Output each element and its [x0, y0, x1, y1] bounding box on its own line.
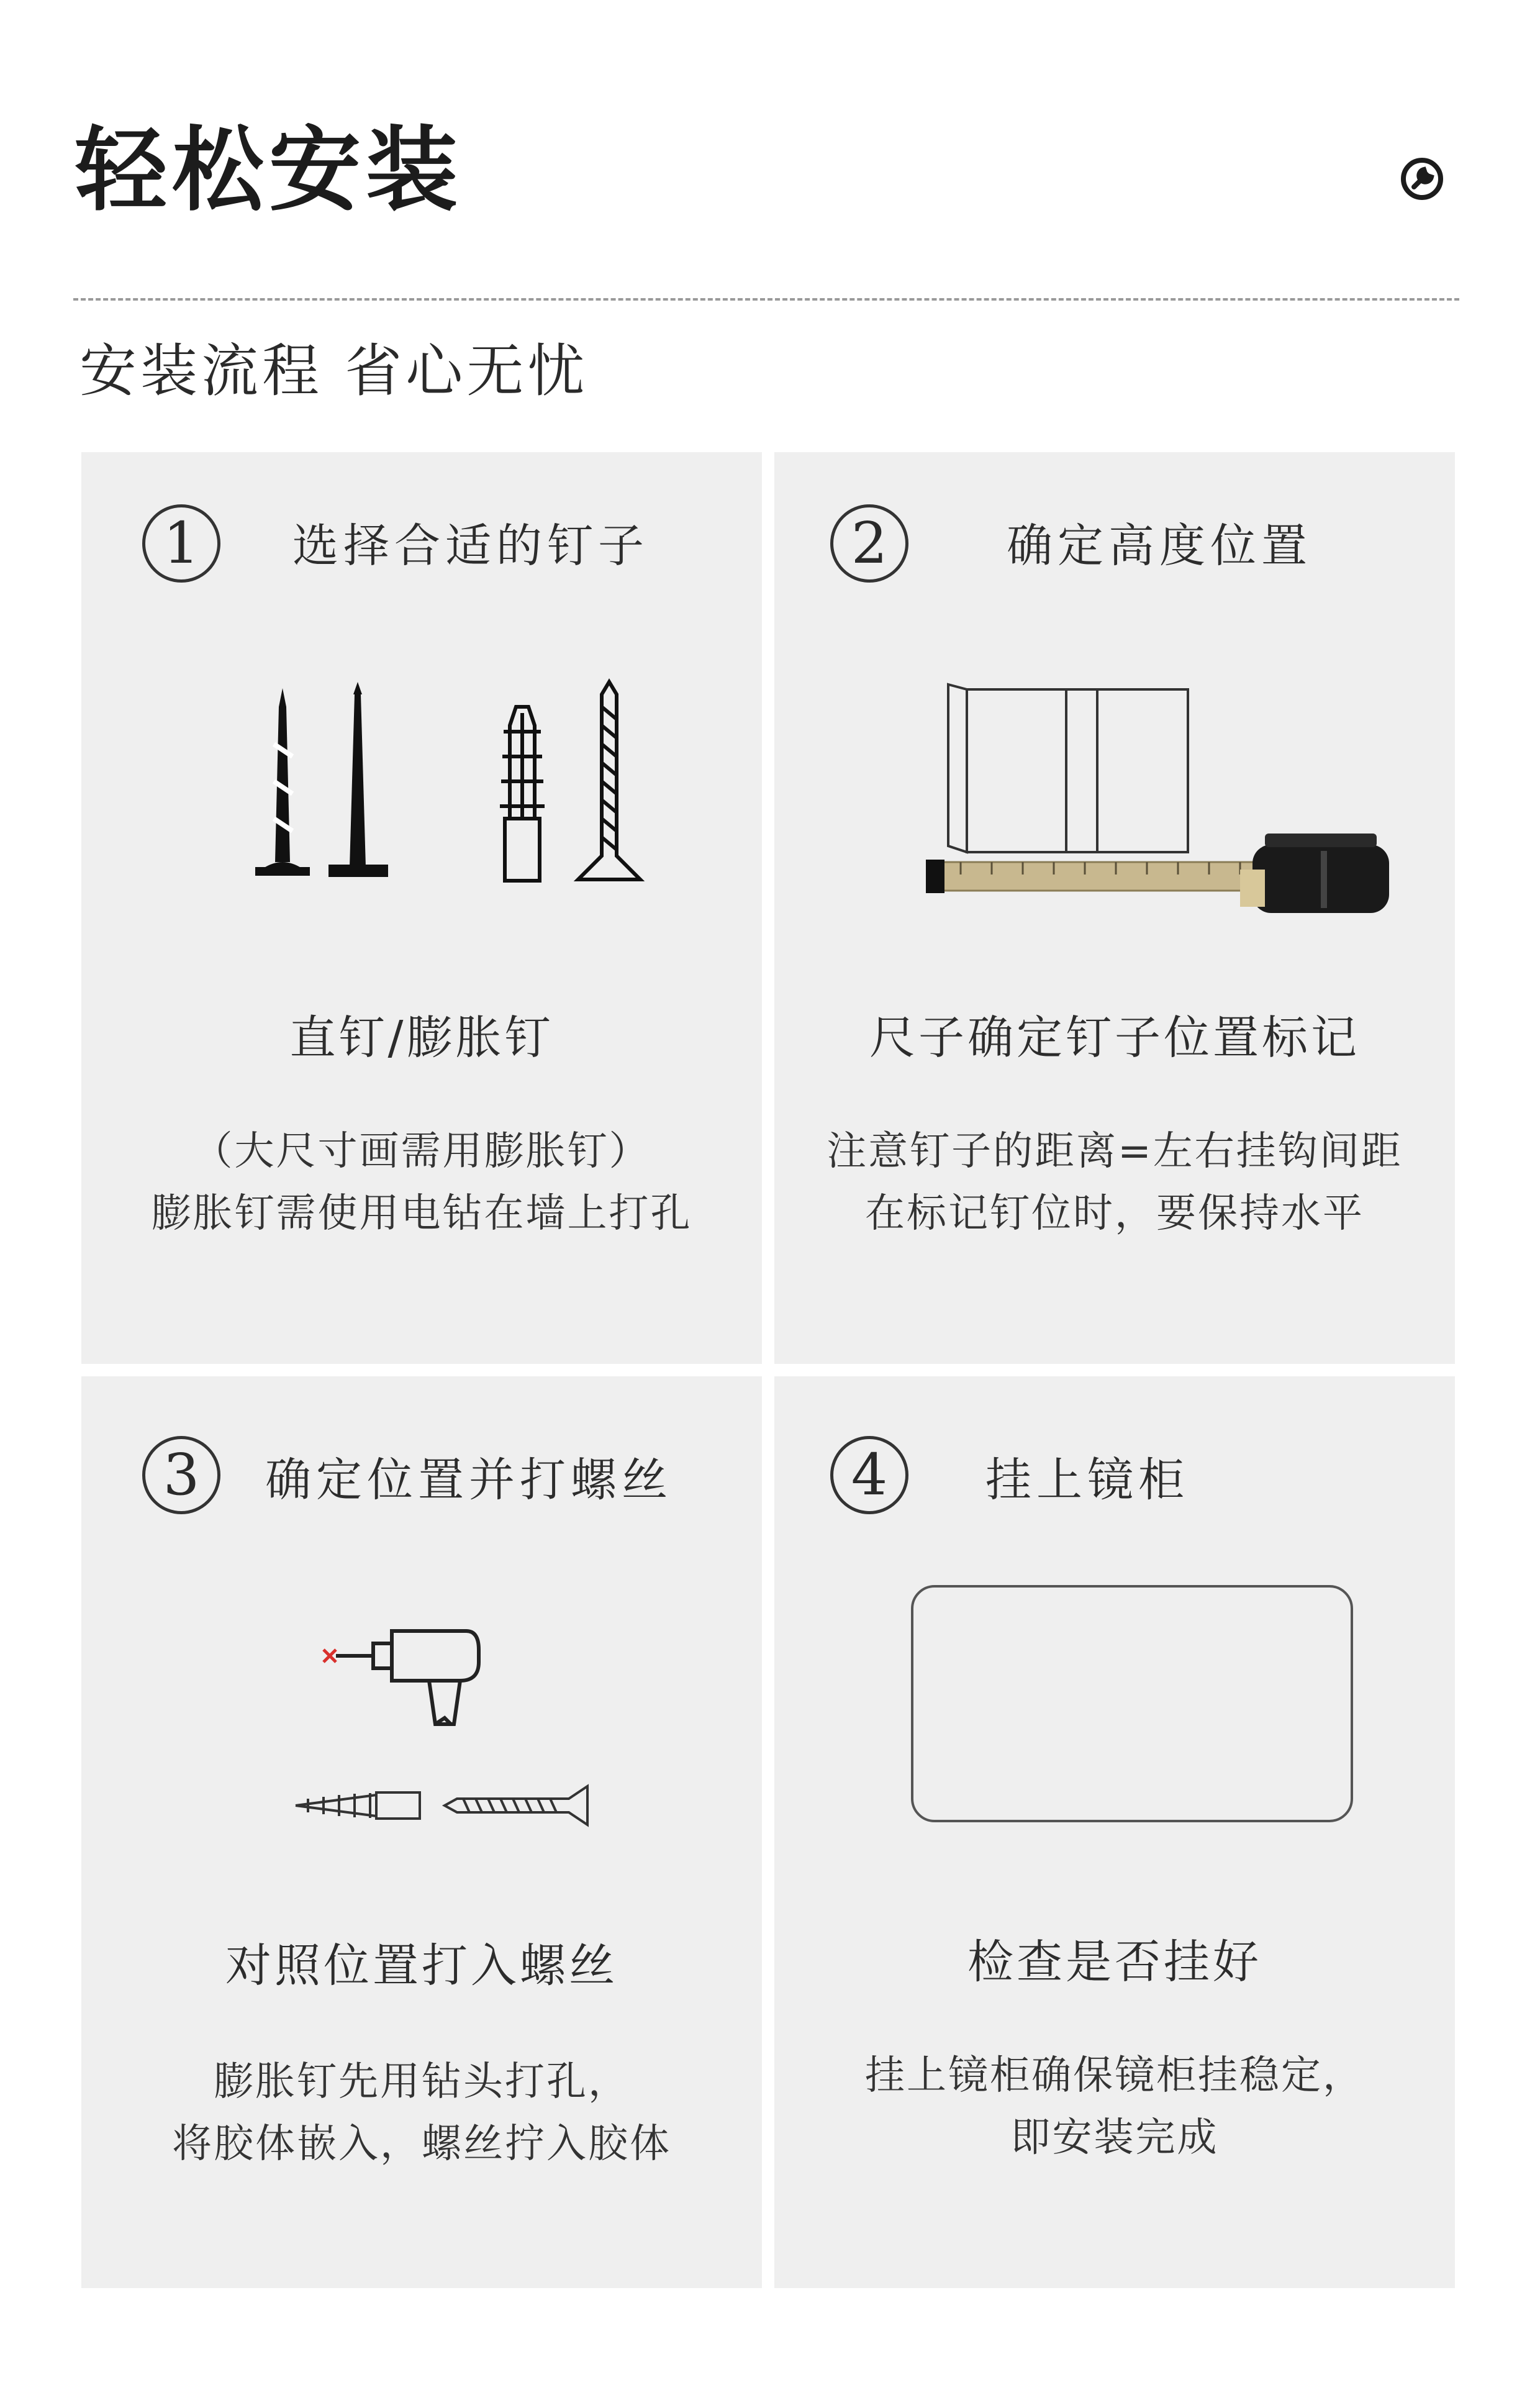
twist-nail-icon [255, 688, 310, 876]
header-divider [73, 298, 1459, 301]
section-subtitle: 安装流程 省心无忧 [79, 338, 589, 404]
step-caption: 对照位置打入螺丝 [225, 1939, 618, 1992]
step-number: 3 [142, 1436, 220, 1514]
anchor-screw-illustration [296, 1780, 594, 1830]
straight-nail-icon [328, 682, 388, 877]
step-number: 2 [830, 504, 908, 583]
drill-icon [336, 1631, 479, 1724]
step-caption: 尺子确定钉子位置标记 [869, 1011, 1360, 1065]
step-card-1 [81, 452, 762, 1364]
step-title: 挂上镜柜 [985, 1453, 1189, 1507]
step-number: 4 [830, 1436, 908, 1514]
step-caption: 直钉/膨胀钉 [289, 1011, 554, 1065]
step-caption: 检查是否挂好 [967, 1935, 1262, 1989]
step-desc-line-2: 即安装完成 [1010, 2115, 1219, 2161]
step-desc-line-1: 膨胀钉先用钻头打孔， [214, 2059, 630, 2105]
step-desc-line-1: 注意钉子的距离=左右挂钩间距 [827, 1129, 1403, 1174]
step-desc-line-1: 挂上镜柜确保镜柜挂稳定， [865, 2053, 1364, 2099]
step-number: 1 [142, 504, 220, 583]
x-mark-icon [324, 1650, 336, 1662]
mirror-cabinet-icon [912, 1586, 1352, 1821]
nails-illustration [255, 707, 653, 912]
screw-icon [445, 1786, 587, 1825]
step-title: 选择合适的钉子 [292, 519, 649, 573]
wrench-icon [1400, 157, 1444, 201]
expansion-anchor-icon [296, 1792, 420, 1819]
step-desc-line-2: 将胶体嵌入，螺丝拧入胶体 [172, 2121, 671, 2167]
step-desc-line-2: 膨胀钉需使用电钻在墙上打孔 [151, 1191, 692, 1237]
step-title: 确定位置并打螺丝 [265, 1453, 673, 1507]
cabinet-outline-icon [948, 684, 1188, 852]
step-card-4 [774, 1376, 1455, 2288]
drill-illustration [324, 1612, 485, 1737]
cabinet-measure-illustration [948, 684, 1408, 927]
step-card-3 [81, 1376, 762, 2288]
step-desc-line-1: （大尺寸画需用膨胀钉） [192, 1129, 651, 1174]
screw-icon [578, 682, 640, 879]
step-title: 确定高度位置 [1007, 519, 1312, 573]
step-desc-line-2: 在标记钉位时，要保持水平 [865, 1191, 1364, 1237]
page-title: 轻松安装 [75, 117, 463, 224]
expansion-anchor-icon [500, 707, 545, 881]
step-card-2 [774, 452, 1455, 1364]
tape-measure-icon [926, 834, 1389, 913]
mirror-cabinet-illustration [911, 1585, 1353, 1822]
